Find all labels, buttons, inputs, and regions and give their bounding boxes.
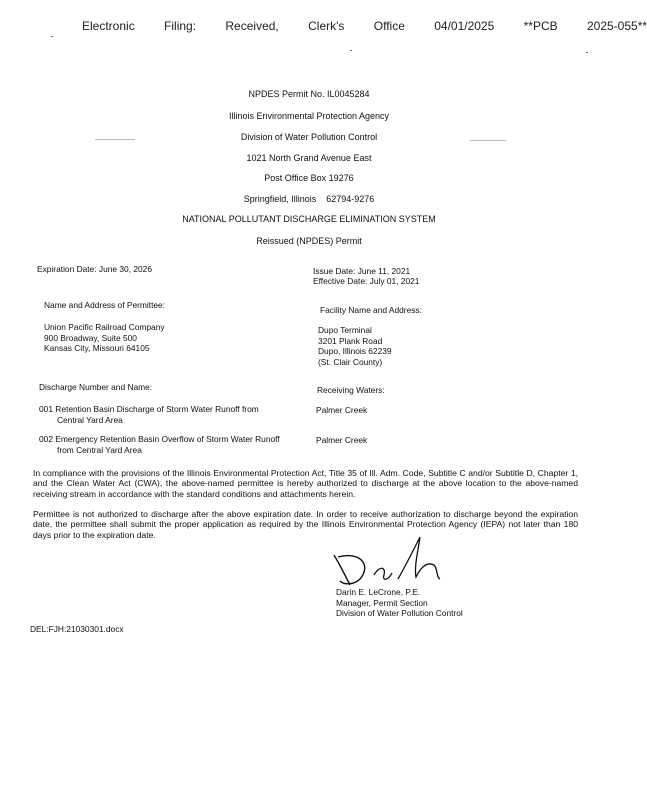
discharge-line: 002 Emergency Retention Basin Overflow of Storm Water Runoff — [39, 434, 280, 444]
header-word: Electronic — [82, 19, 135, 33]
handwritten-signature — [330, 535, 445, 590]
address-line: 3201 Plank Road — [318, 335, 383, 346]
scan-speck — [51, 36, 53, 37]
permit-number: NPDES Permit No. IL0045284 — [248, 89, 370, 99]
permittee-heading: Name and Address of Permittee: — [44, 300, 166, 310]
city-state: Springfield, Illinois — [243, 194, 317, 204]
discharge-line: from Central Yard Area — [57, 444, 142, 455]
facility-address — [318, 325, 392, 367]
discharge-line: Central Yard Area — [57, 414, 123, 425]
address-line: Dupo, Illinois 62239 — [318, 346, 392, 356]
receiving-water: Palmer Creek — [316, 405, 368, 415]
header-word: Received, — [225, 19, 279, 33]
address-line: (St. Clair County) — [318, 356, 383, 367]
discharge-heading: Discharge Number and Name: — [39, 382, 153, 392]
header-word: Filing: — [164, 19, 197, 33]
system-title: NATIONAL POLLUTANT DISCHARGE ELIMINATION SYSTEM — [182, 214, 436, 224]
city-state-zip — [0, 194, 618, 204]
scan-speck — [586, 52, 588, 53]
discharge-line: 001 Retention Basin Discharge of Storm Water Runoff from — [39, 404, 259, 414]
division-name: Division of Water Pollution Control — [240, 132, 378, 142]
header-word: **PCB — [523, 19, 558, 33]
signature-block — [336, 587, 463, 619]
permittee-address — [44, 322, 165, 354]
issue-date: Issue Date: June 11, 2021 — [313, 266, 411, 276]
receiving-water: Palmer Creek — [316, 435, 368, 445]
header-word: 2025-055** — [586, 19, 647, 33]
header-word: Clerk's — [308, 19, 345, 33]
po-box: Post Office Box 19276 — [264, 173, 354, 183]
agency-name: Illinois Environmental Protection Agency — [228, 111, 390, 121]
street-address: 1021 North Grand Avenue East — [246, 153, 372, 163]
address-line: Dupo Terminal — [318, 325, 372, 335]
address-line: Union Pacific Railroad Company — [44, 322, 165, 332]
scan-speck — [350, 50, 352, 51]
signer-title: Manager, Permit Section — [336, 597, 428, 608]
compliance-paragraph: In compliance with the provisions of the Illinois Environmental Protection Act, Title 35 of Ill. Adm. Code, Subtitle C and/or Subtitle D, Chapter 1, and the Clean Water Act (CWA), the above-named permittee is hereby authorized to discharge at the above location to the above-named receiving stream in accordance with the standard conditions and attachments herein. — [33, 468, 578, 499]
discharge-item — [39, 404, 259, 425]
facility-heading: Facility Name and Address: — [320, 305, 422, 315]
discharge-item — [39, 434, 280, 455]
zip-code: 62794-9276 — [326, 194, 375, 204]
expiration-paragraph: Permittee is not authorized to discharge after the above expiration date. In order to receive authorization to discharge beyond the expiration date, the permittee shall submit the proper application as required by the Illinois Environmental Protection Agency (IEPA) not later than 180 days prior to the expiration date. — [33, 509, 578, 540]
filing-header — [82, 20, 647, 34]
file-reference: DEL:FJH:21030301.docx — [30, 624, 124, 634]
address-line: Kansas City, Missouri 64105 — [44, 343, 150, 353]
permit-type: Reissued (NPDES) Permit — [256, 236, 362, 246]
address-line: 900 Broadway, Suite 500 — [44, 332, 137, 343]
effective-date: Effective Date: July 01, 2021 — [313, 276, 420, 286]
header-word: 04/01/2025 — [434, 19, 495, 33]
receiving-heading: Receiving Waters: — [317, 385, 385, 395]
header-word: Office — [373, 19, 405, 33]
signer-name: Darin E. LeCrone, P.E. — [336, 587, 421, 597]
expiration-date: Expiration Date: June 30, 2026 — [37, 264, 153, 274]
signer-division: Division of Water Pollution Control — [336, 608, 463, 618]
